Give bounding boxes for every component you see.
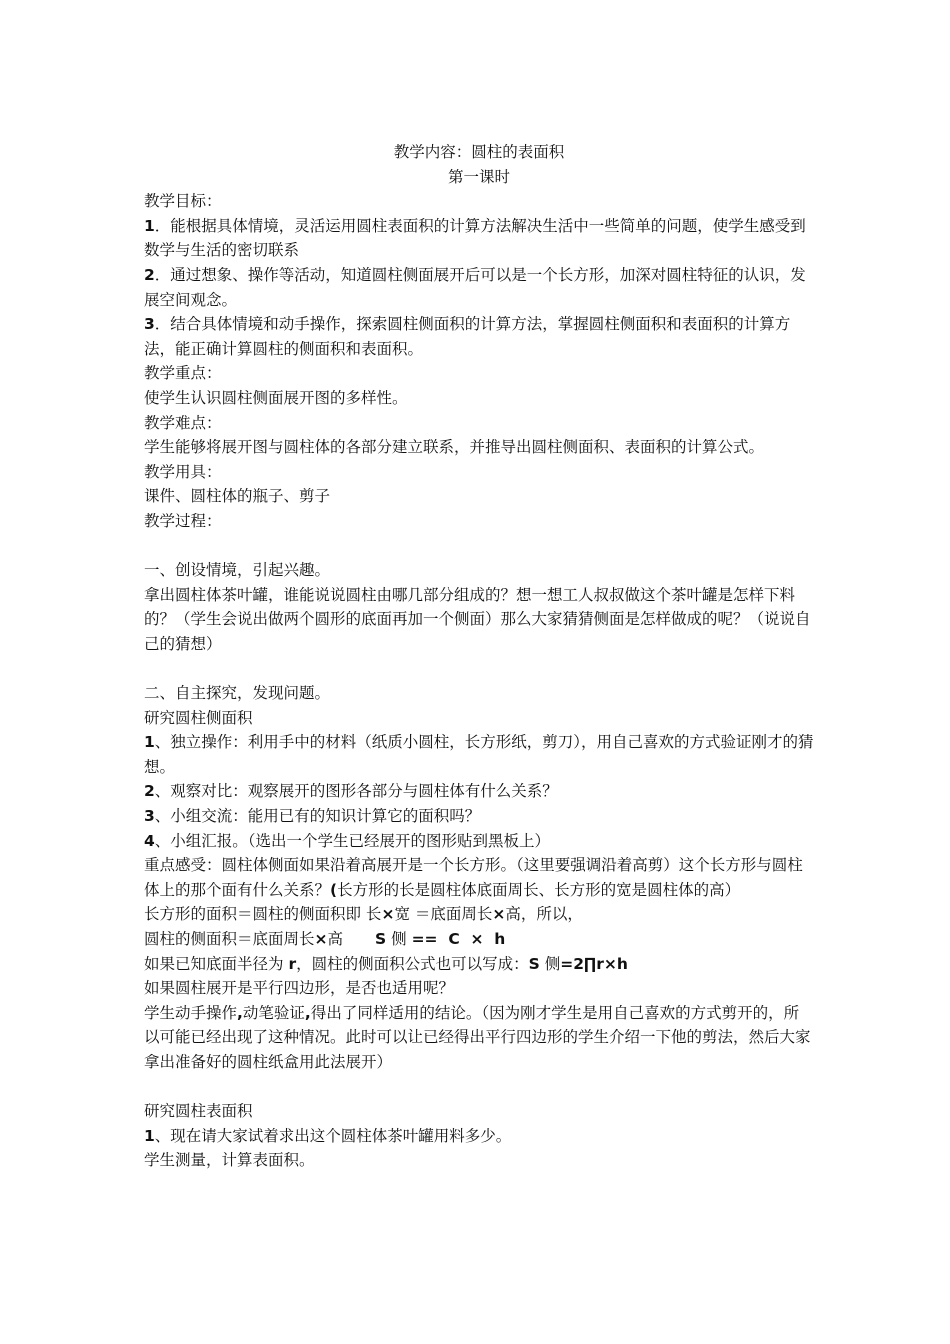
students-text: 动笔验证 — [242, 1003, 305, 1022]
area-text: 长方形的面积＝圆柱的侧面积即 长 — [144, 905, 382, 924]
section1-heading: 一、创设情境，引起兴趣。 — [144, 561, 331, 580]
goal-text: ．通过想象、操作等活动，知道圆柱侧面展开后可以是一个长方形，加深对圆柱特征的认识，发展空间观念。 — [144, 265, 806, 309]
step-number: 1 — [144, 733, 155, 752]
difficulty-text: 学生能够将展开图与圆柱体的各部分建立联系，并推导出圆柱侧面积、表面积的计算公式。 — [144, 438, 765, 457]
page-subtitle: 第一课时 — [447, 167, 510, 186]
focus-text: 重点感受：圆柱体侧面如果沿着高展开是一个长方形。（这里要强调沿着高剪）这个长方形与圆柱体上的那个面有什么关系？ — [144, 856, 803, 899]
formula-text: 圆柱的侧面积＝底面周长 — [144, 930, 315, 948]
step-number: 3 — [144, 807, 155, 826]
comma: , — [304, 1003, 311, 1022]
goal-number: 3 — [144, 315, 155, 334]
focus-paragraph — [144, 853, 814, 902]
page-title: 教学内容：圆柱的表面积 — [393, 143, 565, 161]
lateral-step-3 — [144, 804, 814, 829]
goal-item-2 — [144, 263, 814, 312]
goal-number: 2 — [144, 265, 155, 284]
step-number: 4 — [144, 831, 155, 850]
key-heading: 教学重点： — [144, 364, 222, 383]
blank-line — [144, 534, 814, 559]
formula-text: 侧 — [386, 930, 412, 948]
lateral-formula — [144, 927, 814, 952]
goal-text: ．能根据具体情境，灵活运用圆柱表面积的计算方法解决生活中一些简单的问题，使学生感受到数学与生活的密切联系 — [144, 216, 806, 260]
times-sign: × — [492, 905, 506, 924]
goal-number: 1 — [144, 216, 155, 235]
focus-paren: ( — [330, 880, 338, 899]
tools-heading: 教学用具： — [144, 462, 222, 481]
students-text: 学生动手操作 — [144, 1003, 238, 1022]
measure-text: 学生测量，计算表面积。 — [144, 1151, 315, 1170]
focus-text: 长方形的长是圆柱体底面周长、长方形的宽是圆柱体的高） — [337, 880, 741, 899]
step-text: 、独立操作：利用手中的材料（纸质小圆柱，长方形纸，剪刀），用自己喜欢的方式验证刚才的猜想。 — [144, 733, 814, 776]
goals-heading: 教学目标： — [144, 192, 222, 211]
step-text: 、现在请大家试着求出这个圆柱体茶叶罐用料多少。 — [154, 1126, 512, 1145]
area-text: 高，所以， — [505, 905, 583, 924]
formula-symbol: S — [528, 954, 540, 973]
formula-expression: =2∏r×h — [560, 954, 628, 973]
step-number: 1 — [144, 1126, 155, 1145]
radius-formula-line — [144, 952, 814, 977]
comma: , — [237, 1003, 243, 1022]
formula-symbol: r — [288, 954, 297, 973]
step-text: 、小组汇报。（选出一个学生已经展开的图形贴到黑板上） — [154, 831, 551, 850]
document-page — [144, 140, 814, 1173]
lateral-step-1 — [144, 730, 814, 779]
surface-heading: 研究圆柱表面积 — [144, 1102, 253, 1121]
lateral-step-2 — [144, 779, 814, 804]
goal-item-1 — [144, 214, 814, 263]
times-sign: × — [314, 930, 328, 948]
section1-text: 拿出圆柱体茶叶罐，谁能说说圆柱由哪几部分组成的？想一想工人叔叔做这个茶叶罐是怎样下料的？（学生会说出做两个圆形的底面再加一个侧面）那么大家猜猜侧面是怎样做成的呢？（说说自己的猜想） — [144, 585, 811, 653]
blank-line — [144, 1075, 814, 1100]
lateral-step-4 — [144, 829, 814, 854]
goal-text: ．结合具体情境和动手操作，探索圆柱侧面积的计算方法，掌握圆柱侧面积和表面积的计算方法，能正确计算圆柱的侧面积和表面积。 — [144, 315, 791, 358]
step-number: 2 — [144, 782, 155, 801]
step-text: 、观察对比：观察展开的图形各部分与圆柱体有什么关系？ — [154, 782, 558, 801]
times-sign: × — [381, 905, 395, 924]
difficulty-heading: 教学难点： — [144, 413, 222, 432]
tools-text: 课件、圆柱体的瓶子、剪子 — [144, 487, 331, 506]
step-text: 、小组交流：能用已有的知识计算它的面积吗？ — [154, 807, 481, 826]
key-text: 使学生认识圆柱侧面展开图的多样性。 — [144, 388, 408, 407]
parallelogram-question: 如果圆柱展开是平行四边形，是否也适用呢？ — [144, 979, 455, 998]
area-text: 宽 ＝底面周长 — [394, 905, 493, 924]
blank-line — [144, 656, 814, 681]
formula-text: 高 — [327, 930, 344, 948]
lateral-heading: 研究圆柱侧面积 — [144, 708, 253, 727]
process-heading: 教学过程： — [144, 511, 222, 530]
area-line — [144, 902, 814, 927]
formula-symbol: S — [375, 930, 387, 948]
students-paragraph — [144, 1001, 814, 1075]
formula-expression: == C × h — [411, 930, 506, 948]
radius-text: 侧 — [539, 954, 561, 973]
goal-item-3 — [144, 312, 814, 361]
section2-heading: 二、自主探究，发现问题。 — [144, 684, 331, 703]
radius-text: 如果已知底面半径为 — [144, 954, 289, 973]
students-text: 得出了同样适用的结论。（因为刚才学生是用自己喜欢的方式剪开的，所以可能已经出现了这种情况。此时可以让已经得出平行四边形的学生介绍一下他的剪法，然后大家拿出准备好的圆柱纸盒用此法展开） — [144, 1003, 811, 1071]
radius-text: ，圆柱的侧面积公式也可以写成： — [296, 954, 529, 973]
surface-step-1 — [144, 1124, 814, 1149]
